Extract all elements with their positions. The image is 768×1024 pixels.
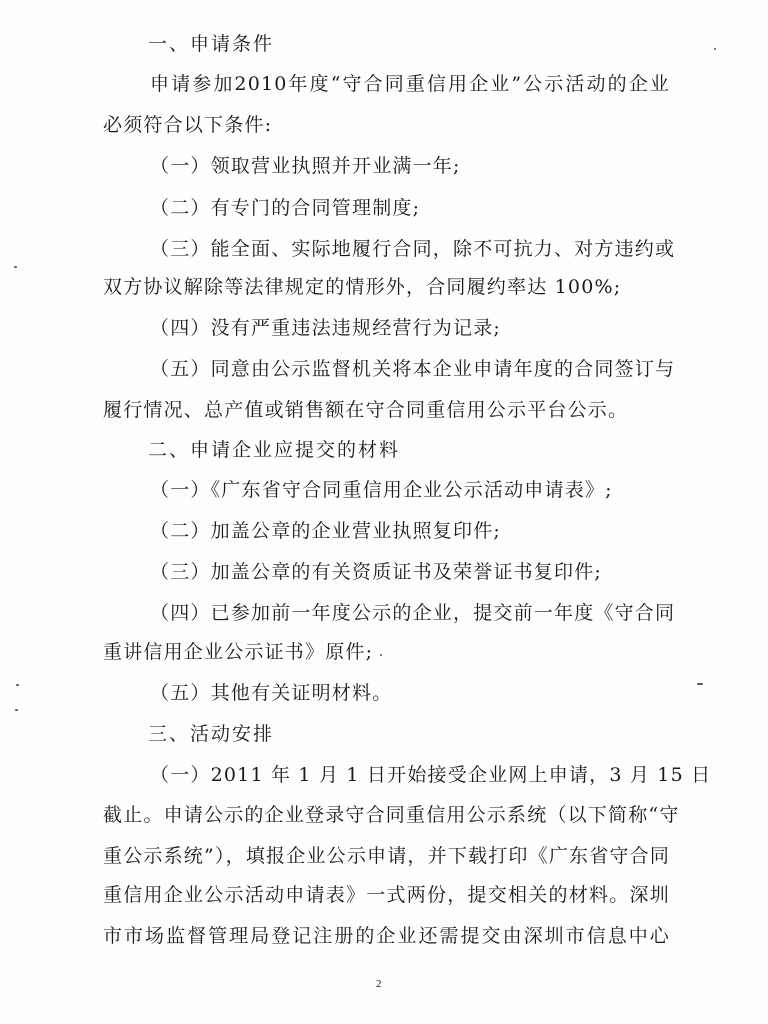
section-3-item-1-line-5: 市市场监督管理局登记注册的企业还需提交由深圳市信息中心 bbox=[103, 925, 670, 947]
scan-speck bbox=[380, 654, 382, 656]
section-1-intro-line-2: 必须符合以下条件: bbox=[103, 114, 273, 136]
scan-speck bbox=[697, 683, 703, 685]
page-number: 2 bbox=[376, 978, 382, 990]
section-heading-3: 三、活动安排 bbox=[148, 723, 275, 745]
section-1-item-4: （四）没有严重违法违规经营行为记录; bbox=[150, 317, 502, 339]
scan-speck bbox=[714, 48, 716, 50]
section-3-item-1-line-2: 截止。申请公示的企业登录守合同重信用公示系统（以下简称“守 bbox=[103, 804, 680, 826]
section-3-item-1-line-1: （一）2011 年 1 月 1 日开始接受企业网上申请，3 月 15 日 bbox=[150, 764, 712, 786]
section-1-item-5-line-2: 履行情况、总产值或销售额在守合同重信用公示平台公示。 bbox=[103, 399, 629, 421]
section-2-item-3: （三）加盖公章的有关资质证书及荣誉证书复印件; bbox=[150, 561, 603, 583]
section-3-item-1-line-4: 重信用企业公示活动申请表》一式两份，提交相关的材料。深圳 bbox=[103, 884, 670, 906]
section-1-item-3-line-1: （三）能全面、实际地履行合同，除不可抗力、对方违约或 bbox=[150, 238, 676, 260]
section-2-item-1: （一）《广东省守合同重信用企业公示活动申请表》; bbox=[150, 479, 613, 501]
section-2-item-2: （二）加盖公章的企业营业执照复印件; bbox=[150, 520, 502, 542]
section-1-item-1: （一）领取营业执照并开业满一年; bbox=[150, 155, 461, 177]
section-heading-2: 二、申请企业应提交的材料 bbox=[148, 439, 401, 461]
section-3-item-1-line-3: 重公示系统”），填报企业公示申请，并下载打印《广东省守合同 bbox=[103, 845, 671, 867]
section-1-item-2: （二）有专门的合同管理制度; bbox=[150, 197, 421, 219]
section-1-intro-line-1: 申请参加2010年度“守合同重信用企业”公示活动的企业 bbox=[150, 73, 670, 95]
section-1-item-3-line-2: 双方协议解除等法律规定的情形外，合同履约率达 100%; bbox=[103, 276, 622, 298]
section-2-item-5: （五）其他有关证明材料。 bbox=[150, 682, 393, 704]
section-heading-1: 一、申请条件 bbox=[148, 33, 275, 55]
section-2-item-4-line-2: 重讲信用企业公示证书》原件; bbox=[103, 641, 374, 663]
scan-speck bbox=[14, 266, 17, 268]
scan-speck bbox=[15, 709, 18, 711]
section-1-item-5-line-1: （五）同意由公示监督机关将本企业申请年度的合同签订与 bbox=[150, 358, 676, 380]
scan-speck bbox=[16, 684, 19, 686]
section-2-item-4-line-1: （四）已参加前一年度公示的企业，提交前一年度《守合同 bbox=[150, 602, 676, 624]
